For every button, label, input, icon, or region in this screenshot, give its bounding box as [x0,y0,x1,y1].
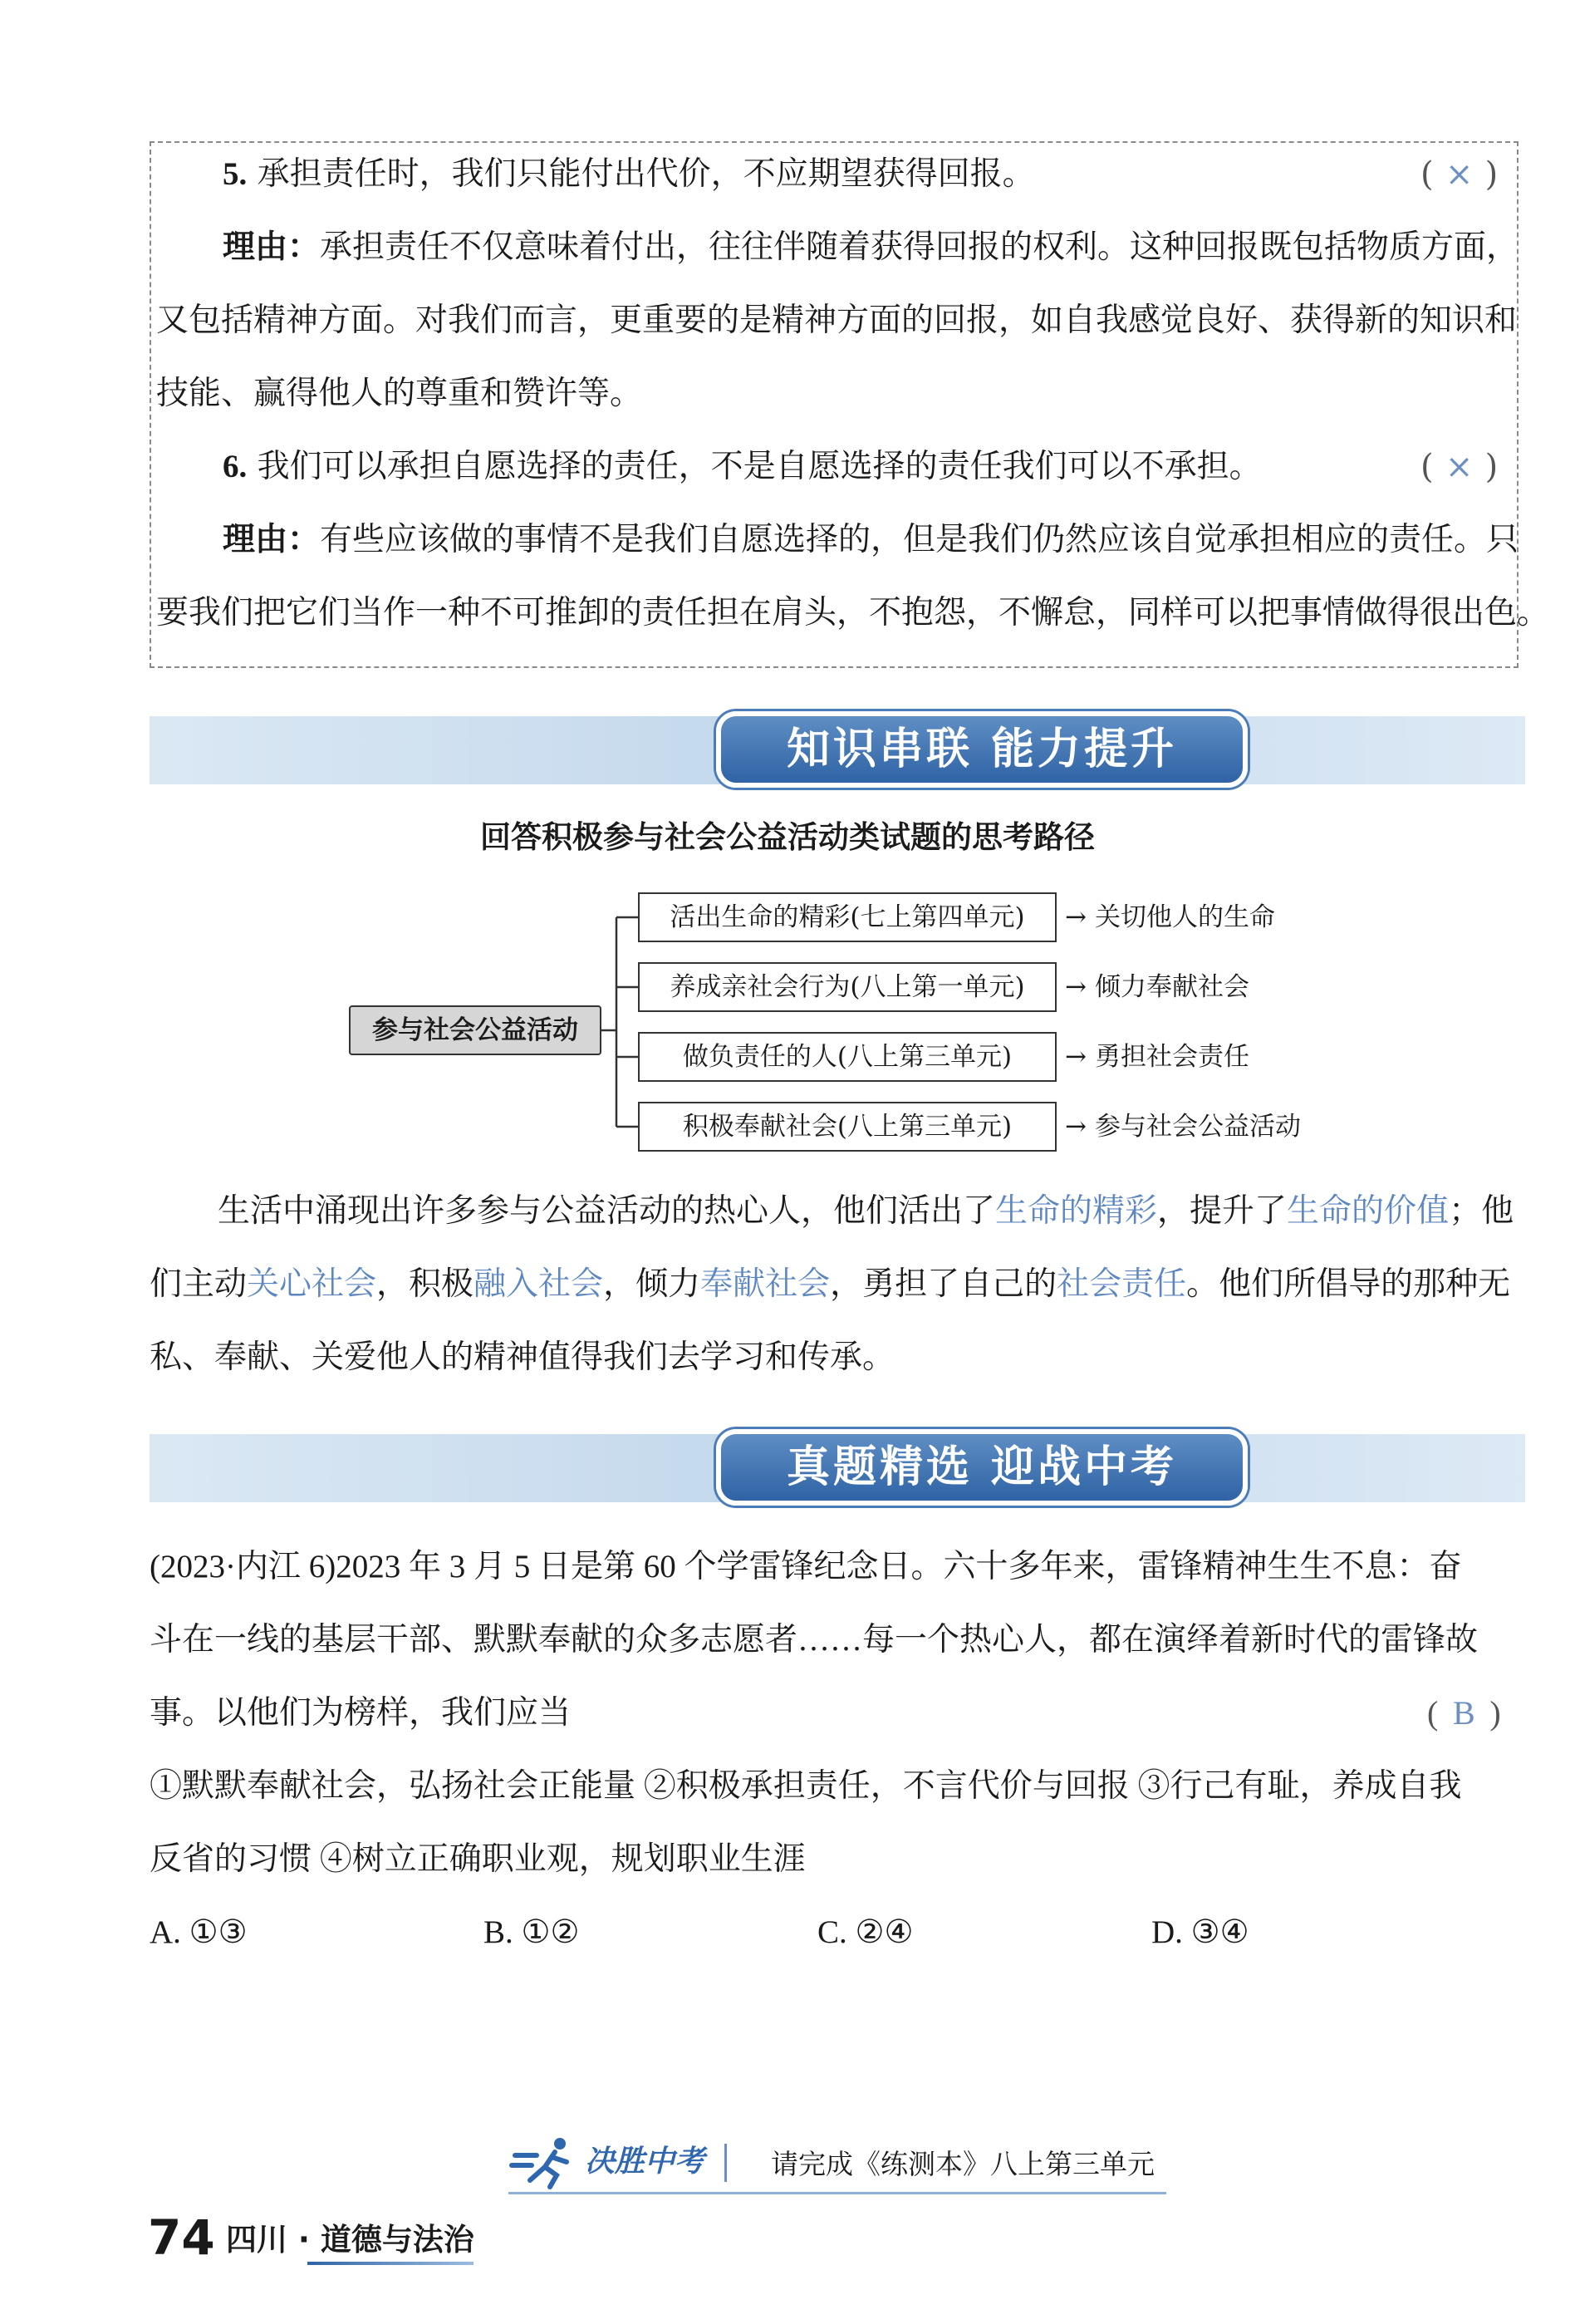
diagram-node-1: 活出生命的精彩(七上第四单元) [638,892,1057,942]
diagram-result-3 [1065,1032,1249,1082]
summary-line-1 [218,1190,1514,1233]
section-title: 知识串联 能力提升 [716,711,1248,788]
question-line-2: 斗在一线的基层干部、默默奉献的众多志愿者……每一个热心人，都在演绎着新时代的雷锋故 [150,1622,1479,1658]
diagram-title: 回答积极参与社会公益活动类试题的思考路径 [480,819,1095,855]
answer-mark: × [1445,155,1474,194]
footer-logo-text: 决胜中考 [585,2145,705,2179]
answer-mark: B [1452,1694,1475,1732]
keyword: 融入社会 [473,1265,604,1303]
arrow-right-icon: → [1065,1042,1087,1072]
result-label: 勇担社会责任 [1095,1042,1249,1072]
page-label: 四川 · 道德与法治 [226,2222,474,2258]
page-label-underline [307,2262,473,2265]
summary-text: 们主动 [150,1265,248,1303]
summary-text: ，勇担了自己的 [830,1265,1057,1303]
reason-text: 有些应该做的事情不是我们自愿选择的，但是我们仍然应该自觉承担相应的责任。只 [320,521,1519,558]
keyword: 奉献社会 [700,1265,831,1303]
question-line-1: (2023·内江 6)2023 年 3 月 5 日是第 60 个学雷锋纪念日。六十多年来，雷锋精神生生不息：奋 [150,1549,1462,1585]
summary-text: ，积极 [376,1265,474,1303]
footer-hint: 请完成《练测本》八上第三单元 [771,2148,1155,2180]
keyword: 社会责任 [1057,1265,1187,1303]
question-line-3: 事。以他们为榜样，我们应当 [150,1695,572,1731]
diagram-node-2: 养成亲社会行为(八上第一单元) [638,962,1057,1012]
statement-text: 我们可以承担自愿选择的责任，不是自愿选择的责任我们可以不承担。 [257,448,1262,485]
summary-text: 。他们所倡导的那种无 [1186,1265,1511,1303]
section-banner-exam [150,1434,1525,1502]
footer-underline [508,2192,1166,2194]
footer-logo [508,2134,724,2192]
option-d: D. ③④ [1151,1914,1249,1950]
arrow-right-icon: → [1065,972,1087,1002]
statement-text: 承担责任时，我们只能付出代价，不应期望获得回报。 [257,155,1035,193]
diagram-result-1 [1065,892,1275,942]
summary-text: ，提升了 [1157,1192,1288,1230]
answer-mark: × [1445,448,1474,486]
keyword: 生命的精彩 [995,1192,1158,1230]
judge-item-6-answer: ( × ) [1420,445,1498,489]
option-c: C. ②④ [817,1914,914,1950]
footer-divider [724,2144,727,2182]
summary-text: 生活中涌现出许多参与公益活动的热心人，他们活出了 [218,1192,996,1230]
result-label: 参与社会公益活动 [1095,1112,1301,1142]
arrow-right-icon: → [1065,1112,1087,1142]
judge-item-6-reason-line-2: 要我们把它们当作一种不可推卸的责任担在肩头，不抱怨，不懈怠，同样可以把事情做得很出色。 [156,594,1550,631]
diagram-result-4 [1065,1102,1301,1152]
summary-line-3: 私、奉献、关爱他人的精神值得我们去学习和传承。 [150,1339,895,1376]
diagram-root-node: 参与社会公益活动 [349,1005,601,1055]
diagram-node-3: 做负责任的人(八上第三单元) [638,1032,1057,1082]
judge-item-5-reason-line-3: 技能、赢得他人的尊重和赞许等。 [156,375,643,412]
arrow-right-icon: → [1065,902,1087,932]
summary-text: ；他 [1449,1192,1514,1230]
question-answer: ( B ) [1427,1692,1501,1735]
diagram-node-4: 积极奉献社会(八上第三单元) [638,1102,1057,1152]
option-b: B. ①② [483,1914,580,1950]
keyword: 生命的价值 [1287,1192,1450,1230]
judge-item-5-reason-line-2: 又包括精神方面。对我们而言，更重要的是精神方面的回报，如自我感觉良好、获得新的知识和 [156,302,1518,339]
summary-line-2 [150,1263,1510,1306]
result-label: 倾力奉献社会 [1095,972,1249,1002]
diagram-result-2 [1065,962,1249,1012]
summary-text: ，倾力 [603,1265,701,1303]
result-label: 关切他人的生命 [1095,902,1275,932]
section-title: 真题精选 迎战中考 [716,1429,1248,1506]
reason-label: 理由： [223,228,321,266]
keyword: 关心社会 [247,1265,377,1303]
reason-label: 理由： [223,521,321,558]
judge-item-5-answer: ( × ) [1420,153,1498,196]
reason-text: 承担责任不仅意味着付出，往往伴随着获得回报的权利。这种回报既包括物质方面， [320,228,1519,266]
runner-icon [508,2134,583,2192]
item-number: 5. [223,156,248,192]
question-statements-line-1: ①默默奉献社会，弘扬社会正能量 ②积极承担责任，不言代价与回报 ③行己有耻，养成自我 [150,1768,1462,1804]
option-a: A. ①③ [150,1914,248,1950]
question-statements-line-2: 反省的习惯 ④树立正确职业观，规划职业生涯 [150,1841,806,1877]
page-number: 74 [148,2209,215,2266]
item-number: 6. [223,449,248,484]
